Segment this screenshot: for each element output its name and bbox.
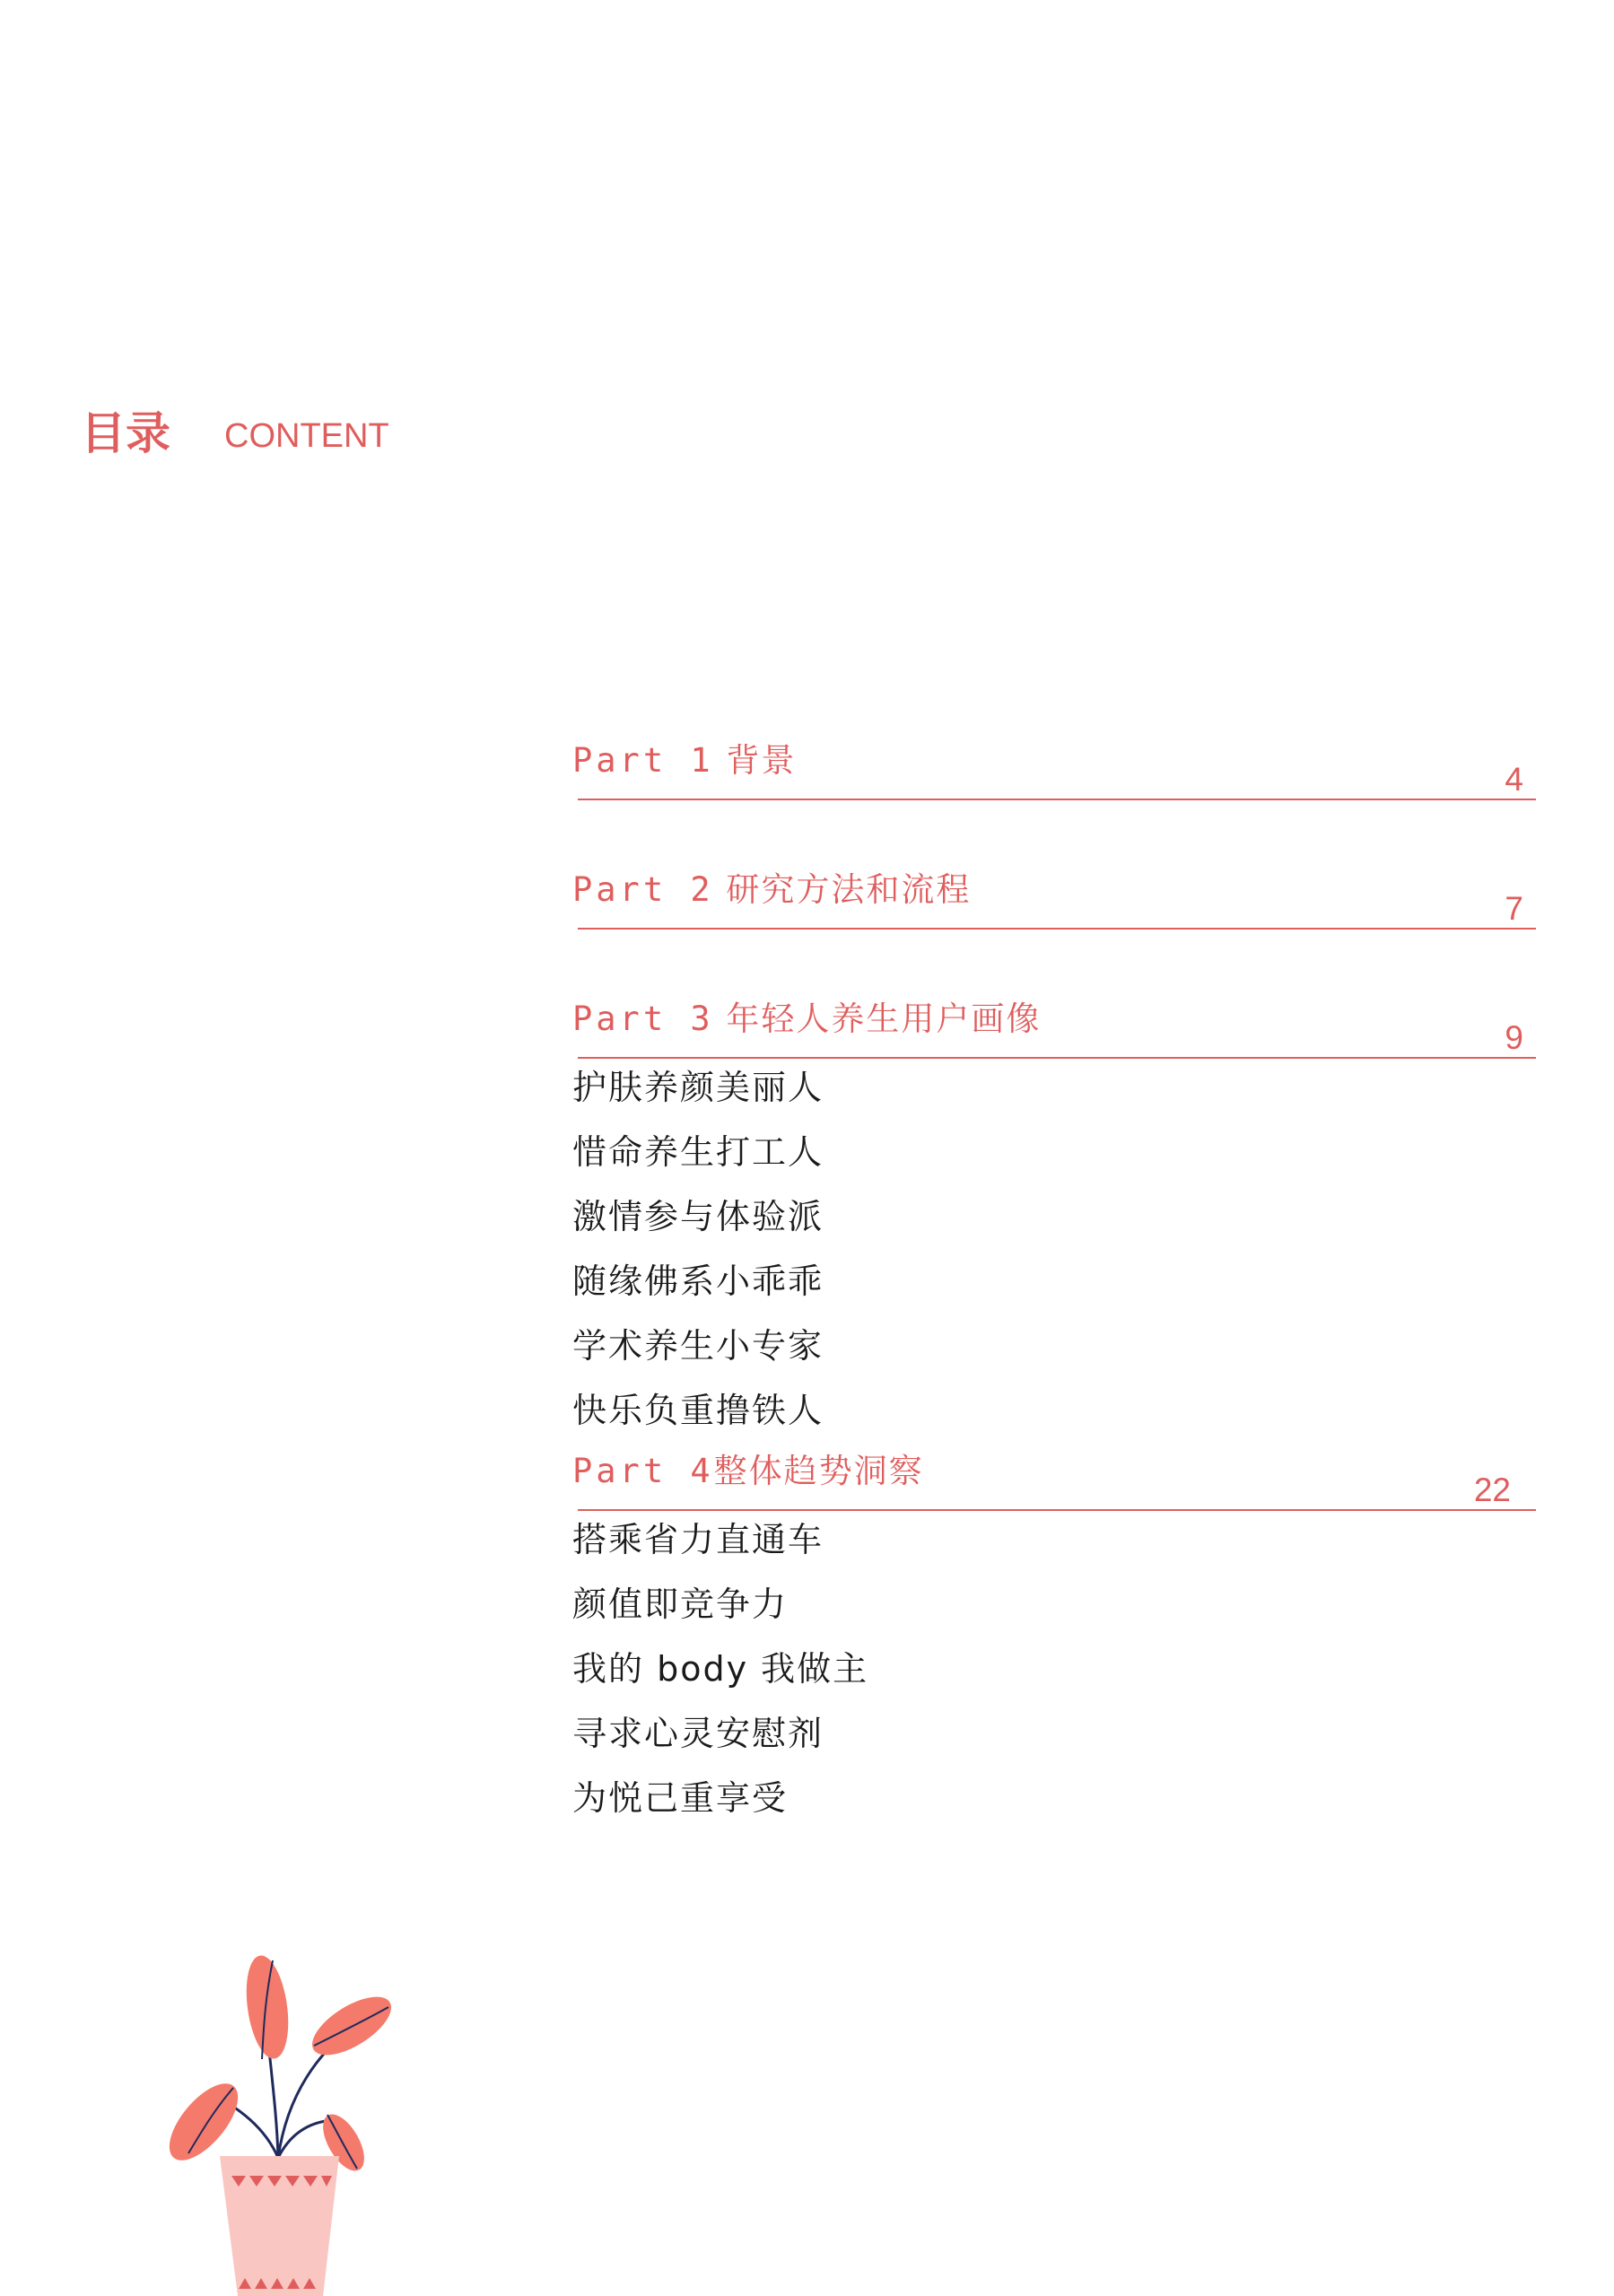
toc-entry-title: 整体趋势洞察 <box>713 1452 924 1490</box>
toc-entry-label <box>572 994 1041 1044</box>
toc-entry-part-1[interactable] <box>572 736 1536 811</box>
page-title: 目录 <box>81 407 170 459</box>
toc-subitem[interactable]: 护肤养颜美丽人 <box>572 1068 824 1107</box>
toc-entry-prefix: Part 3 <box>572 1000 714 1038</box>
toc-subitem[interactable]: 搭乘省力直通车 <box>572 1520 824 1559</box>
toc-subitem[interactable]: 颜值即竞争力 <box>572 1585 789 1624</box>
toc-subitem[interactable]: 惜命养生打工人 <box>572 1132 824 1172</box>
toc-subitem[interactable]: 随缘佛系小乖乖 <box>572 1261 824 1301</box>
toc-entry-part-3[interactable] <box>572 994 1536 1069</box>
toc-entry-prefix: Part 1 <box>572 741 714 780</box>
toc-entry-page: 4 <box>1505 761 1523 798</box>
toc-entry-page: 22 <box>1473 1471 1511 1508</box>
toc-entry-label <box>572 865 971 915</box>
toc-entry-divider <box>578 799 1536 800</box>
leaf-top <box>240 1953 294 2062</box>
toc-entry-part-2[interactable] <box>572 865 1536 940</box>
toc-entry-page: 9 <box>1505 1019 1523 1056</box>
toc-subitem[interactable]: 为悦己重享受 <box>572 1778 789 1818</box>
toc-subitem[interactable]: 激情参与体验派 <box>572 1197 824 1236</box>
toc-entry-prefix: Part 2 <box>572 870 714 909</box>
potted-plant-icon <box>153 1934 404 2296</box>
toc-entry-title: 年轻人养生用户画像 <box>726 1000 1042 1038</box>
toc-entry-divider <box>578 1509 1536 1511</box>
toc-entry-divider <box>578 1057 1536 1059</box>
toc-entry-part-4[interactable] <box>572 1446 1536 1522</box>
toc-subitem[interactable]: 寻求心灵安慰剂 <box>572 1714 824 1753</box>
toc-entry-title: 研究方法和流程 <box>726 870 972 909</box>
toc-subitem[interactable]: 快乐负重撸铁人 <box>572 1391 824 1430</box>
toc-entry-divider <box>578 928 1536 930</box>
toc-subitem[interactable]: 学术养生小专家 <box>572 1326 824 1366</box>
toc-subitem[interactable]: 我的 body 我做主 <box>572 1649 869 1689</box>
toc-entry-title: 背景 <box>726 741 797 780</box>
toc-entry-page: 7 <box>1505 890 1523 927</box>
toc-entry-prefix: Part 4 <box>572 1452 714 1490</box>
page-subtitle: CONTENT <box>224 417 389 455</box>
toc-entry-label <box>572 1446 924 1497</box>
toc-entry-label <box>572 736 796 786</box>
